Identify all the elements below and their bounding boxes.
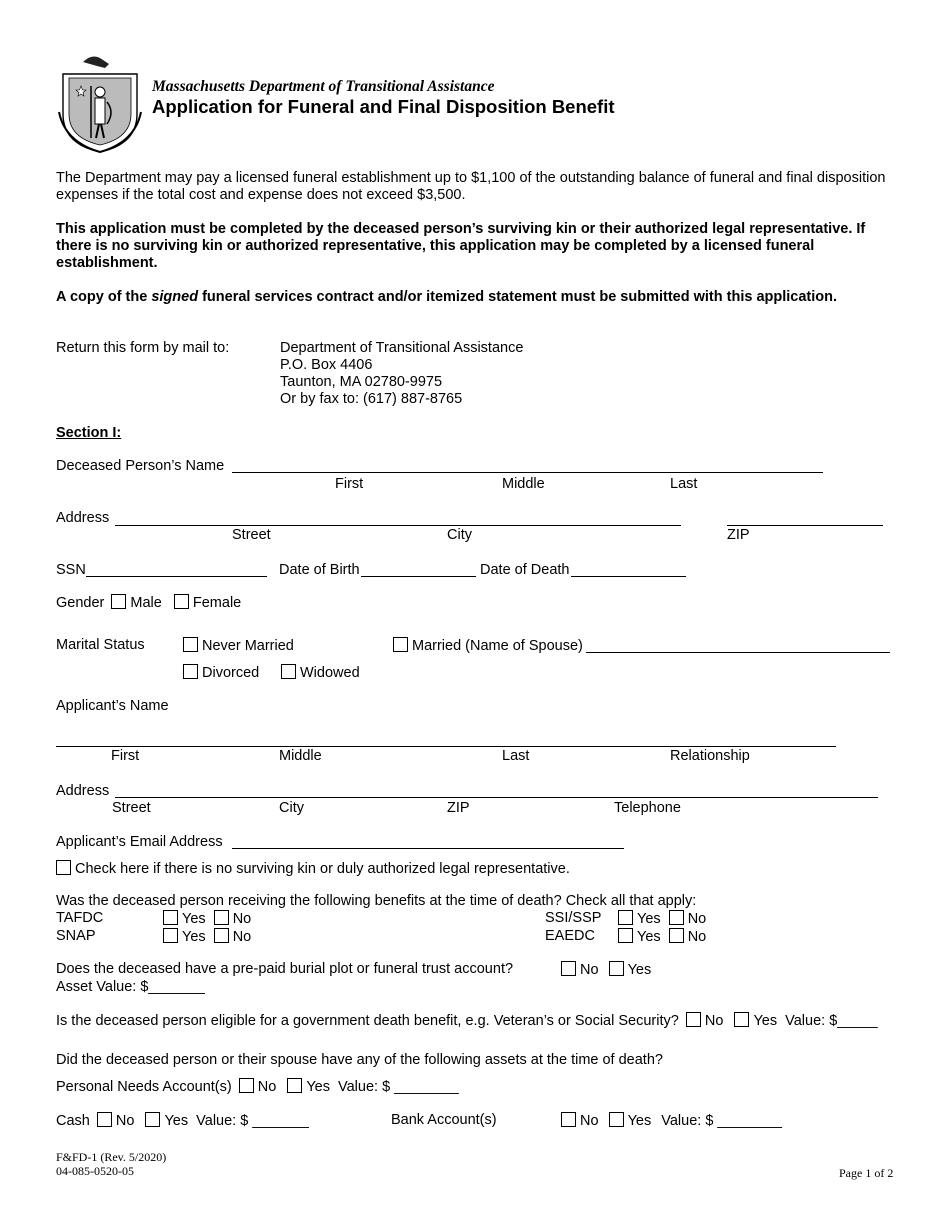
married-option <box>393 637 583 654</box>
ssn-field[interactable] <box>86 576 267 577</box>
ssi-yes-checkbox[interactable] <box>618 910 633 925</box>
yes-label: Yes <box>627 962 652 978</box>
eaedc-no-checkbox[interactable] <box>669 928 684 943</box>
no-label: No <box>704 1013 724 1029</box>
applicant-address-part: ZIP <box>447 800 470 816</box>
gov-value-field[interactable]: Value: $_____ <box>785 1013 878 1029</box>
return-label: Return this form by mail to: <box>56 340 230 356</box>
gov-yes-checkbox[interactable] <box>734 1012 749 1027</box>
applicant-name-part: First <box>111 748 140 764</box>
widowed-checkbox[interactable] <box>281 664 296 679</box>
return-address-line: Taunton, MA 02780-9975 <box>280 374 443 390</box>
massachusetts-seal-icon <box>55 52 145 154</box>
benefit-label: TAFDC <box>56 910 104 926</box>
yes-label: Yes <box>637 911 661 927</box>
pna-row <box>56 1078 459 1095</box>
burial-options <box>561 961 651 978</box>
widowed-option <box>281 664 360 681</box>
yes-label: Yes <box>627 1113 652 1129</box>
address-part-label: City <box>447 527 472 543</box>
deceased-name-label: Deceased Person’s Name <box>56 458 225 474</box>
dod-field[interactable] <box>571 576 686 577</box>
applicant-name-part: Relationship <box>670 748 750 764</box>
gov-benefit-row <box>56 1012 878 1029</box>
form-title: Application for Funeral and Final Disposition Benefit <box>152 96 615 117</box>
dob-label: Date of Birth <box>279 562 360 578</box>
gender-female-checkbox[interactable] <box>174 594 189 609</box>
name-part-label: First <box>335 476 364 492</box>
ssn-label: SSN <box>56 562 86 578</box>
bank-value-field[interactable]: Value: $ ________ <box>661 1113 782 1129</box>
yes-label: Yes <box>164 1113 189 1129</box>
form-id: F&FD-1 (Rev. 5/2020) <box>56 1150 167 1164</box>
no-kin-option <box>56 860 570 877</box>
asset-value-field[interactable]: Asset Value: $_______ <box>56 979 205 995</box>
no-label: No <box>580 1113 599 1129</box>
section-heading: Section I: <box>56 425 122 441</box>
cash-label: Cash <box>56 1113 90 1129</box>
option-label: Male <box>130 595 162 611</box>
cash-row <box>56 1112 309 1129</box>
divorced-option <box>183 664 259 681</box>
assets-question: Did the deceased person or their spouse have any of the following assets at the time of death? <box>56 1052 663 1068</box>
yes-label: Yes <box>637 929 661 945</box>
address-part-label: ZIP <box>727 527 750 543</box>
return-address-line: P.O. Box 4406 <box>280 357 373 373</box>
marital-status-label: Marital Status <box>56 637 145 653</box>
bank-label: Bank Account(s) <box>391 1112 497 1128</box>
benefits-question: Was the deceased person receiving the following benefits at the time of death? Check all that apply: <box>56 893 697 909</box>
no-label: No <box>687 911 707 927</box>
pna-label: Personal Needs Account(s) <box>56 1079 232 1095</box>
snap-no-checkbox[interactable] <box>214 928 229 943</box>
cash-no-checkbox[interactable] <box>97 1112 112 1127</box>
address-part-label: Street <box>232 527 271 543</box>
yes-label: Yes <box>306 1079 330 1095</box>
gender-male-checkbox[interactable] <box>111 594 126 609</box>
email-label: Applicant’s Email Address <box>56 834 223 850</box>
benefit-label: SNAP <box>56 928 96 944</box>
never-married-option <box>183 637 294 654</box>
tafdc-no-checkbox[interactable] <box>214 910 229 925</box>
snap-options <box>163 928 251 945</box>
tafdc-yes-checkbox[interactable] <box>163 910 178 925</box>
gov-no-checkbox[interactable] <box>686 1012 701 1027</box>
pna-no-checkbox[interactable] <box>239 1078 254 1093</box>
gender-row <box>56 594 241 611</box>
no-kin-checkbox[interactable] <box>56 860 71 875</box>
divorced-checkbox[interactable] <box>183 664 198 679</box>
spouse-name-field[interactable] <box>586 652 890 653</box>
name-part-label: Middle <box>502 476 545 492</box>
gender-label: Gender <box>56 595 105 611</box>
cash-value-field[interactable]: Value: $ _______ <box>196 1113 309 1129</box>
no-label: No <box>115 1113 135 1129</box>
contract-requirement: A copy of the signed funeral services contract and/or itemized statement must be submitted with this application. <box>56 289 838 305</box>
email-field[interactable] <box>232 848 624 849</box>
state-seal <box>55 52 145 154</box>
option-label: Divorced <box>202 665 260 681</box>
benefit-label: SSI/SSP <box>545 910 602 926</box>
applicant-name-label: Applicant’s Name <box>56 698 169 714</box>
tafdc-options <box>163 910 251 927</box>
no-label: No <box>232 911 252 927</box>
no-label: No <box>687 929 707 945</box>
burial-no-checkbox[interactable] <box>561 961 576 976</box>
yes-label: Yes <box>182 929 206 945</box>
benefit-label: EAEDC <box>545 928 595 944</box>
deceased-address-field[interactable] <box>115 525 681 526</box>
gov-benefit-question: Is the deceased person eligible for a government death benefit, e.g. Veteran’s or Social Security? <box>56 1013 679 1029</box>
bank-row <box>561 1112 782 1129</box>
return-address-line: Department of Transitional Assistance <box>280 340 524 356</box>
option-label: Female <box>192 595 242 611</box>
dob-field[interactable] <box>361 576 476 577</box>
bank-yes-checkbox[interactable] <box>609 1112 624 1127</box>
yes-label: Yes <box>182 911 206 927</box>
yes-label: Yes <box>753 1013 778 1029</box>
cash-yes-checkbox[interactable] <box>145 1112 160 1127</box>
no-label: No <box>257 1079 277 1095</box>
address-label: Address <box>56 510 110 526</box>
never-married-checkbox[interactable] <box>183 637 198 652</box>
burial-question: Does the deceased have a pre-paid burial plot or funeral trust account? <box>56 961 514 977</box>
applicant-address-part: City <box>279 800 304 816</box>
applicant-name-part: Middle <box>279 748 322 764</box>
no-label: No <box>580 962 599 978</box>
burial-yes-checkbox[interactable] <box>609 961 624 976</box>
eaedc-yes-checkbox[interactable] <box>618 928 633 943</box>
applicant-address-field[interactable] <box>115 797 878 798</box>
applicant-address-label: Address <box>56 783 110 799</box>
applicant-name-field[interactable] <box>56 746 836 747</box>
deceased-zip-field[interactable] <box>727 525 883 526</box>
bank-no-checkbox[interactable] <box>561 1112 576 1127</box>
intro-paragraph: The Department may pay a licensed funeral establishment up to $1,100 of the outstanding balance of funeral and final disposition expenses if the total cost and expense does not exceed $3,500. <box>56 170 886 203</box>
no-kin-label: Check here if there is no surviving kin or duly authorized legal representative. <box>75 861 570 877</box>
applicant-address-part: Telephone <box>614 800 681 816</box>
applicant-name-part: Last <box>502 748 530 764</box>
fax-line: Or by fax to: (617) 887-8765 <box>280 391 463 407</box>
agency-name: Massachusetts Department of Transitional Assistance <box>152 78 495 95</box>
completion-instructions: This application must be completed by the deceased person’s surviving kin or their authorized legal representative. If there is no surviving kin or authorized representative, this application may be completed by a licensed funeral establishment. <box>56 221 866 271</box>
married-checkbox[interactable] <box>393 637 408 652</box>
deceased-name-field[interactable] <box>232 472 823 473</box>
eaedc-options <box>618 928 706 945</box>
applicant-address-part: Street <box>112 800 151 816</box>
pna-value-field[interactable]: Value: $ ________ <box>338 1079 459 1095</box>
pna-yes-checkbox[interactable] <box>287 1078 302 1093</box>
no-label: No <box>232 929 252 945</box>
option-label: Widowed <box>300 665 360 681</box>
option-label: Never Married <box>202 638 294 654</box>
ssi-options <box>618 910 706 927</box>
snap-yes-checkbox[interactable] <box>163 928 178 943</box>
page-number: Page 1 of 2 <box>839 1166 894 1180</box>
dod-label: Date of Death <box>480 562 570 578</box>
name-part-label: Last <box>670 476 698 492</box>
ssi-no-checkbox[interactable] <box>669 910 684 925</box>
form-code: 04-085-0520-05 <box>56 1164 134 1178</box>
option-label: Married (Name of Spouse) <box>412 638 583 654</box>
